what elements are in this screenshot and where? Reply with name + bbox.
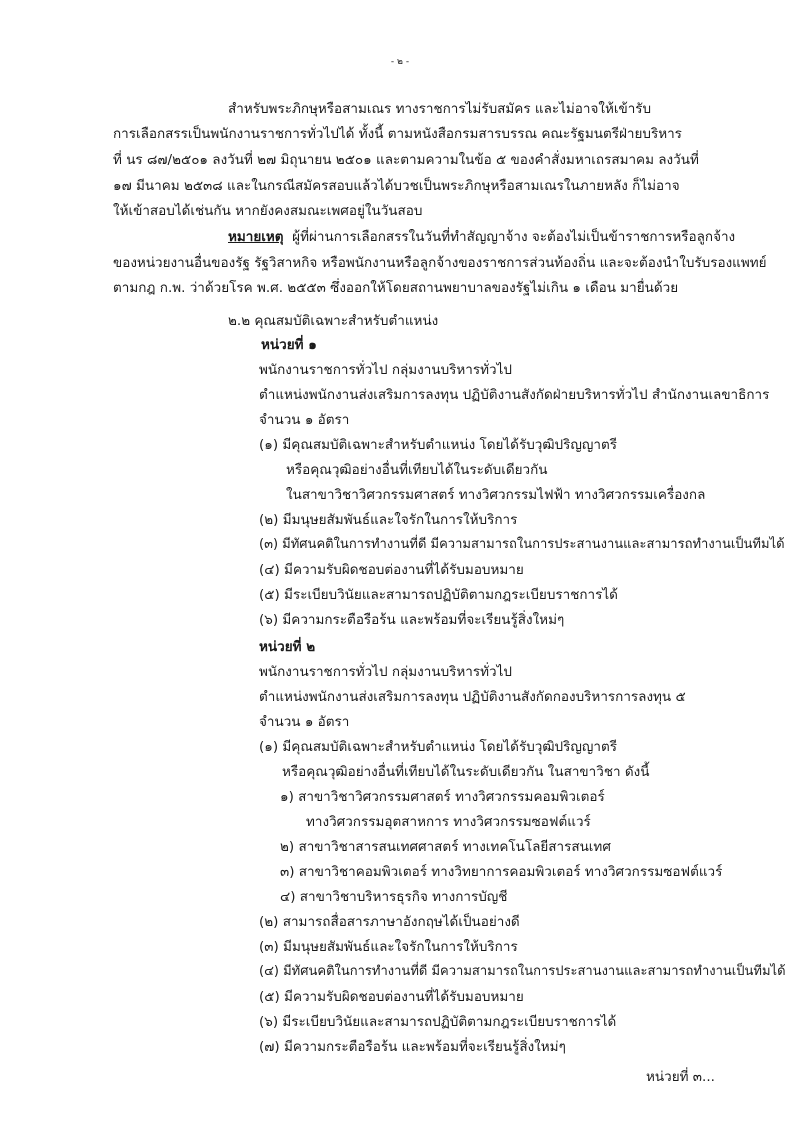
- intro-line: สำหรับพระภิกษุหรือสามเณร ทางราชการไม่รับสมัคร และไม่อาจให้เข้ารับ: [228, 101, 652, 117]
- unit-title: หน่วยที่ ๒: [259, 639, 316, 655]
- qualification-item: (๓) มีทัศนคติในการทำงานที่ดี มีความสามารถในการประสานงานและสามารถทำงานเป็นทีมได้: [259, 537, 785, 552]
- qualification-item: (๕) มีความรับผิดชอบต่องานที่ได้รับมอบหมาย: [259, 989, 524, 1005]
- qualification-item: (๒) สามารถสื่อสารภาษาอังกฤษได้เป็นอย่างดี: [259, 914, 520, 930]
- qualification-item: (๔) มีทัศนคติในการทำงานที่ดี มีความสามารถในการประสานงานและสามารถทำงานเป็นทีมได้: [259, 964, 786, 979]
- intro-line: ให้เข้าสอบได้เช่นกัน หากยังคงสมณะเพศอยู่ในวันสอบ: [113, 203, 423, 219]
- qualification-item: (๗) มีความกระตือรือร้น และพร้อมที่จะเรียนรู้สิ่งใหม่ๆ: [259, 1039, 566, 1055]
- unit-position: ตำแหน่งพนักงานส่งเสริมการลงทุน ปฏิบัติงานสังกัดฝ่ายบริหารทั่วไป สำนักงานเลขาธิการ: [259, 387, 770, 403]
- remark-label: หมายเหตุ: [228, 229, 284, 245]
- intro-line: การเลือกสรรเป็นพนักงานราชการทั่วไปได้ ทั้งนี้ ตามหนังสือกรมสารบรรณ คณะรัฐมนตรีฝ่ายบริหาร: [113, 126, 682, 142]
- remark-text: ผู้ที่ผ่านการเลือกสรรในวันที่ทำสัญญาจ้าง จะต้องไม่เป็นข้าราชการหรือลูกจ้าง: [292, 229, 736, 245]
- field-item: ๑) สาขาวิชาวิศวกรรมศาสตร์ ทางวิศวกรรมคอมพิวเตอร์: [280, 789, 605, 805]
- unit-position: ตำแหน่งพนักงานส่งเสริมการลงทุน ปฏิบัติงานสังกัดกองบริหารการลงทุน ๕: [259, 689, 686, 705]
- unit-group: พนักงานราชการทั่วไป กลุ่มงานบริหารทั่วไป: [259, 664, 512, 680]
- field-item: ๓) สาขาวิชาคอมพิวเตอร์ ทางวิทยาการคอมพิวเตอร์ ทางวิศวกรรมซอฟต์แวร์: [280, 864, 723, 880]
- qualification-item: (๖) มีความกระตือรือร้น และพร้อมที่จะเรียนรู้สิ่งใหม่ๆ: [259, 612, 565, 628]
- qualification-item: (๓) มีมนุษยสัมพันธ์และใจรักในการให้บริการ: [259, 939, 518, 955]
- unit-count: จำนวน ๑ อัตรา: [259, 714, 350, 730]
- remark-line: ของหน่วยงานอื่นของรัฐ รัฐวิสาหกิจ หรือพนักงานหรือลูกจ้างของราชการส่วนท้องถิ่น และจะต้องนำใบรับรองแพทย์: [113, 255, 767, 271]
- qualification-item: หรือคุณวุฒิอย่างอื่นที่เทียบได้ในระดับเดียวกัน: [286, 462, 548, 478]
- field-item: ๒) สาขาวิชาสารสนเทศศาสตร์ ทางเทคโนโลยีสารสนเทศ: [280, 839, 611, 855]
- intro-line: ๑๗ มีนาคม ๒๕๓๘ และในกรณีสมัครสอบแล้วได้บวชเป็นพระภิกษุหรือสามเณรในภายหลัง ก็ไม่อาจ: [113, 178, 680, 194]
- unit-title: หน่วยที่ ๑: [261, 337, 317, 353]
- qualification-item: (๕) มีระเบียบวินัยและสามารถปฏิบัติตามกฎระเบียบราชการได้: [259, 587, 618, 603]
- remark-first-line: [228, 227, 735, 247]
- field-item: ๔) สาขาวิชาบริหารธุรกิจ ทางการบัญชี: [280, 889, 508, 905]
- qualification-item: ในสาขาวิชาวิศวกรรมศาสตร์ ทางวิศวกรรมไฟฟ้า ทางวิศวกรรมเครื่องกล: [286, 487, 706, 503]
- field-item: ทางวิศวกรรมอุตสาหการ ทางวิศวกรรมซอฟต์แวร์: [306, 814, 591, 830]
- qualification-item: (๑) มีคุณสมบัติเฉพาะสำหรับตำแหน่ง โดยได้รับวุฒิปริญญาตรี: [259, 437, 617, 453]
- qualification-item: (๔) มีความรับผิดชอบต่องานที่ได้รับมอบหมาย: [259, 562, 524, 578]
- qualification-item: (๒) มีมนุษยสัมพันธ์และใจรักในการให้บริการ: [259, 512, 518, 528]
- page-number: - ๒ -: [390, 57, 410, 67]
- qualification-item: หรือคุณวุฒิอย่างอื่นที่เทียบได้ในระดับเดียวกัน ในสาขาวิชา ดังนี้: [282, 764, 650, 780]
- unit-count: จำนวน ๑ อัตรา: [259, 412, 350, 428]
- section-heading: ๒.๒ คุณสมบัติเฉพาะสำหรับตำแหน่ง: [228, 313, 439, 329]
- unit-group: พนักงานราชการทั่วไป กลุ่มงานบริหารทั่วไป: [259, 362, 512, 378]
- qualification-item: (๑) มีคุณสมบัติเฉพาะสำหรับตำแหน่ง โดยได้รับวุฒิปริญญาตรี: [259, 739, 617, 755]
- remark-line: ตามกฎ ก.พ. ว่าด้วยโรค พ.ศ. ๒๕๕๓ ซึ่งออกให้โดยสถานพยาบาลของรัฐไม่เกิน ๑ เดือน มายื่นด้วย: [113, 280, 679, 296]
- next-page-marker: หน่วยที่ ๓...: [646, 1069, 715, 1085]
- intro-line: ที่ นร ๘๗/๒๕๐๑ ลงวันที่ ๒๗ มิถุนายน ๒๕๐๑ และตามความในข้อ ๕ ของคำสั่งมหาเถรสมาคม ลงวันที่: [113, 152, 699, 168]
- qualification-item: (๖) มีระเบียบวินัยและสามารถปฏิบัติตามกฎระเบียบราชการได้: [259, 1014, 617, 1030]
